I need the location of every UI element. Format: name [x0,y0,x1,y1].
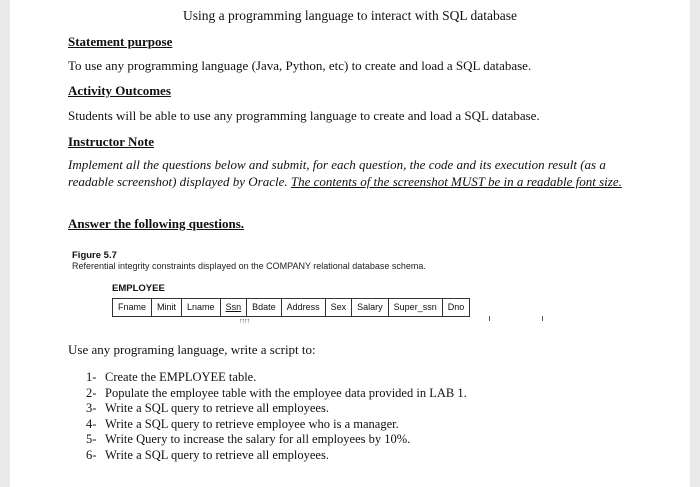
document-title: Using a programming language to interact with SQL database [183,8,517,23]
attr-super-ssn: Super_ssn [388,299,442,316]
outcomes-heading: Activity Outcomes [68,83,171,98]
schema-figure [72,250,465,325]
list-item: 5- Write Query to increase the salary for all employees by 10%. [86,432,411,446]
entity-name: EMPLOYEE [112,283,165,294]
attr-dno: Dno [442,299,470,316]
answer-heading: Answer the following questions. [68,216,245,231]
document-page [10,0,690,487]
figure-label: Figure 5.7 [72,250,117,261]
attr-salary: Salary [351,299,388,316]
attribute-row [112,298,470,317]
attr-bdate: Bdate [246,299,281,316]
list-item: 2- Populate the employee table with the employee data provided in LAB 1. [86,385,467,400]
attr-fname: Fname [118,302,147,312]
attr-ssn: Ssn [220,299,247,316]
attr-address: Address [281,299,325,316]
outcomes-text: Students will be able to use any programming language to create and load a SQL database. [68,108,540,123]
instructor-note [68,156,628,190]
figure-caption: Referential integrity constraints displayed on the COMPANY relational database schema. [72,261,426,271]
tasks-intro: Use any programing language, write a script to: [68,342,316,357]
instructor-text: Implement all the questions below and submit, for each question, the code and its execution result (as a readable screenshot) displayed by Oracle. [68,157,606,189]
fk-mark-super-ssn [489,316,490,321]
fk-mark-dno [542,316,543,321]
list-item: 1- Create the EMPLOYEE table. [86,370,257,384]
list-item: 4- Write a SQL query to retrieve employee who is a manager. [86,416,399,431]
list-item: 6- Write a SQL query to retrieve all employees. [86,447,329,462]
task-list [86,370,467,463]
list-item: 3- Write a SQL query to retrieve all employees. [86,401,329,415]
statement-heading: Statement purpose [68,34,173,49]
instructor-heading: Instructor Note [68,134,155,149]
attr-sex: Sex [325,299,352,316]
instructor-underlined: The contents of the screenshot MUST be in a readable font size. [290,174,622,189]
fk-arrow-icon: ↑↑↑↑ [239,318,249,325]
attr-lname: Lname [181,299,220,316]
statement-text: To use any programming language (Java, Python, etc) to create and load a SQL database. [68,58,532,73]
attr-minit: Minit [151,299,181,316]
